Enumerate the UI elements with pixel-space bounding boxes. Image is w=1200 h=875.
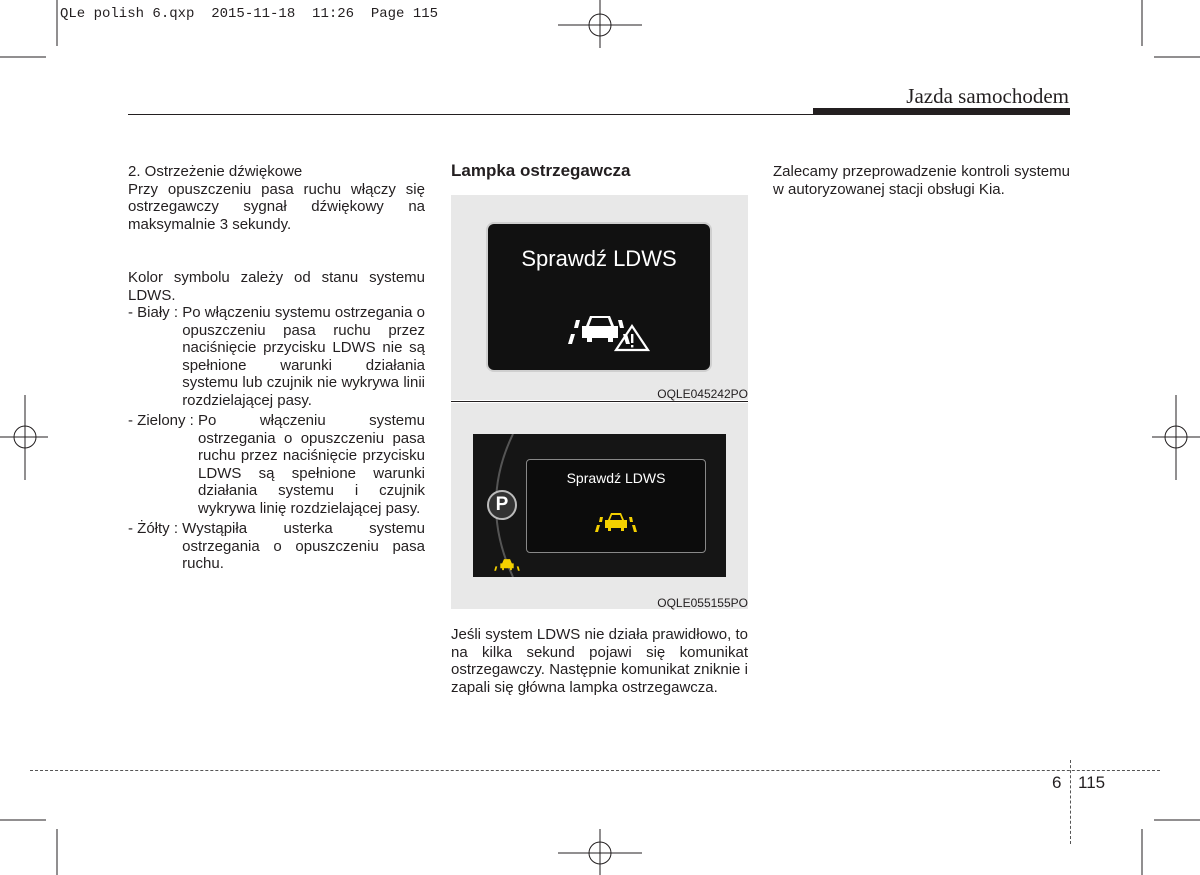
footer-rule xyxy=(30,770,1160,771)
registration-mark-icon xyxy=(0,395,48,480)
column-middle-text xyxy=(451,626,748,696)
figure-caption: OQLE045242PO xyxy=(657,387,748,401)
crop-mark-icon xyxy=(1142,820,1200,875)
section-title: Jazda samochodem xyxy=(906,84,1069,108)
lane-departure-warning-icon xyxy=(562,304,652,352)
registration-mark-icon xyxy=(1152,395,1200,480)
warning-display xyxy=(486,222,712,372)
chapter-number: 6 xyxy=(1052,773,1062,792)
paragraph: Przy opuszczeniu pasa ruchu włączy się ostrzegawczy sygnał dźwiękowy na maksymalnie 3 sekundy. xyxy=(128,180,425,233)
crop-mark-icon xyxy=(0,0,57,57)
paragraph: Kolor symbolu zależy od stanu systemu LDWS. xyxy=(128,269,425,304)
instrument-cluster xyxy=(473,434,726,577)
list-item-text: Po włączeniu systemu ostrzegania o opuszczeniu pasa ruchu przez naciśnięcie przycisku LDWS nie są spełnione warunki działania systemu lub czujnik nie wykrywa linii rozdzielającej pasy. xyxy=(182,304,425,409)
cluster-display xyxy=(526,459,706,553)
list-item xyxy=(128,304,425,409)
crop-mark-icon xyxy=(1142,0,1200,57)
subheading: 2. Ostrzeżenie dźwiękowe xyxy=(128,163,303,180)
figure-divider xyxy=(451,401,748,402)
figure-caption: OQLE055155PO xyxy=(657,596,748,610)
list-item-label: - Biały : xyxy=(128,304,183,321)
column-left xyxy=(128,163,425,573)
page-number-separator xyxy=(1070,760,1071,844)
paragraph: Jeśli system LDWS nie działa prawidłowo, to na kilka sekund pojawi się komunikat ostrzegawczy. Następnie komunikat zniknie i zapali się główna lampka ostrzegawcza. xyxy=(451,626,748,696)
paragraph: Zalecamy przeprowadzenie kontroli systemu w autoryzowanej stacji obsługi Kia. xyxy=(773,163,1070,198)
warning-message: Sprawdź LDWS xyxy=(566,470,666,486)
registration-mark-icon xyxy=(558,829,642,875)
header-rule xyxy=(128,114,813,115)
registration-mark-icon xyxy=(558,0,642,48)
warning-message: Sprawdź LDWS xyxy=(521,246,677,271)
list-item-label: - Zielony : xyxy=(128,412,199,429)
lane-departure-icon xyxy=(593,508,639,534)
lane-departure-icon xyxy=(493,556,521,572)
list-item-text: Wystąpiła usterka systemu ostrzegania o opuszczeniu pasa ruchu. xyxy=(182,520,425,572)
column-right xyxy=(773,163,1070,198)
section-heading: Lampka ostrzegawcza xyxy=(451,161,631,180)
column-middle xyxy=(451,160,748,182)
print-slug: QLe polish 6.qxp 2015-11-18 11:26 Page 115 xyxy=(60,6,439,22)
crop-mark-icon xyxy=(0,820,57,875)
list-item xyxy=(128,520,425,573)
gear-indicator: P xyxy=(487,490,517,520)
list-item xyxy=(128,412,425,517)
page-number: 115 xyxy=(1078,773,1106,792)
list-item-label: - Żółty : xyxy=(128,520,183,537)
list-item-text: Po włączeniu systemu ostrzegania o opuszczeniu pasa ruchu przez naciśnięcie przycisku LDWS są spełnione warunki działania systemu i czujnik wykrywa linię rozdzielającej pasy. xyxy=(198,412,425,517)
header-rule-thick xyxy=(813,108,1070,115)
